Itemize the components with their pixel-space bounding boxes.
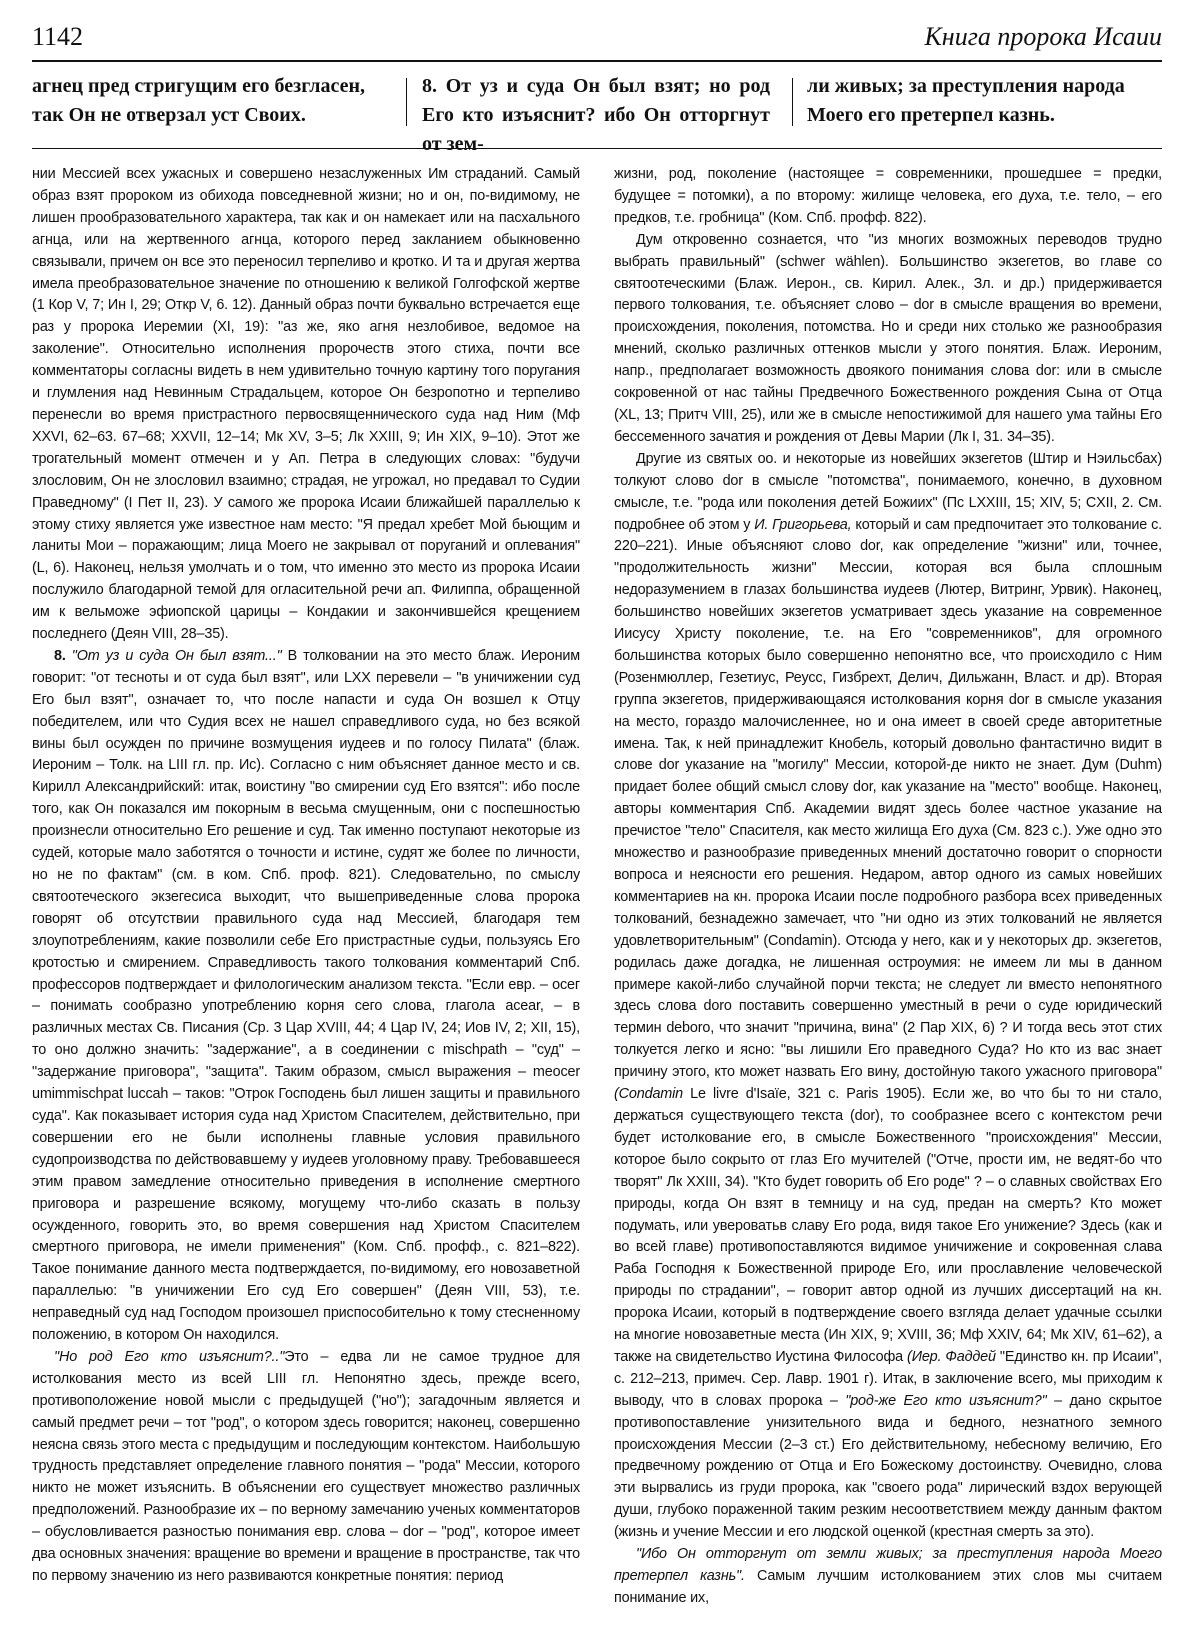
- paragraph: жизни, род, поколение (настоящее = современники, прошедшее = предки, будущее = потомки), а по второму: жилище человека, его духа, т.е. тело, – его предков, т.е. гробница" (Ком. Спб. профф. 822).: [614, 166, 1162, 226]
- scripture-verse-band: [32, 72, 1162, 155]
- paragraph-text: Le livre d'Isaïe, 321 c. Paris 1905). Если же, во что бы то ни стало, держаться существующего текста (dor), то сообразнее всего с контекстом речи будет истолкование его, в смысле Божественного "происхождения" Мессии, которое было сокрыто от глаз Его мучителей ("Отче, прости им, не ведят-бо что творят" Лк XXIII, 34). "Кто будет говорить об Его роде" ? – о славных свойствах Его природы, когда Он взят в темницу и на суд, предан на смерть? Кто может подумать, или увероватьв славу Его рода, видя такое Его унижение? Здесь (как и во всей главе) противопоставляются видимое уничижение и сокровенная слава Раба Господня к Божественной природе Его, или прославление человеческой природы по страдании", – говорит автор одной из лучших диссертаций на кн. пророка Исаии, который в подтверждение своего взгляда делает удачные ссылки на многие новозаветные места (Ин XIX, 9; XVIII, 36; Мф XXIV, 64; Мк XIV, 61–62), а также на свидетельство Иустина Философа: [614, 1086, 1162, 1365]
- paragraph-text: – дано скрытое противопоставление унизительного вида и бедного, незнатного земного происхождения Мессии (2–3 ст.) Его действительному, небесному величию, Его предвечному рождению от Отца и Его Божескому достоинству. Очевидно, слова эти вырвались из груди пророка, как "своего рода" лирический вздох верующей души, глубоко пораженной таким резким несоответствием между данным фактом (жизнь и учение Мессии и его людской оценкой (крестная смерть за это).: [614, 1392, 1162, 1541]
- header-rule: [32, 60, 1162, 62]
- verse-quote: "Но род Его кто изъяснит?..": [54, 1348, 285, 1365]
- paragraph: [614, 1544, 1162, 1609]
- paragraph-text: Самым лучшим истолкованием этих слов мы считаем понимание их,: [614, 1568, 1162, 1606]
- verse-text-column-3: ли живых; за преступления народа Моего его претерпел казнь.: [807, 75, 1125, 126]
- paragraph: [32, 1347, 580, 1588]
- book-title: Книга пророка Исаии: [924, 22, 1162, 51]
- verse-text-column-2: 8. От уз и суда Он был взят; но род Его кто изъяснит? ибо Он отторгнут от зем-: [422, 75, 770, 155]
- paragraph: [614, 449, 1162, 1544]
- verse-quote: "род-же Его кто изъяснит?": [845, 1392, 1047, 1409]
- paragraph: Дум откровенно сознается, что "из многих возможных переводов трудно выбрать правильный" (schwer wählen). Большинство экзегетов, во главе со святоотеческими (Блаж. Иерон., св. Кирил. Алек., Зл. и др.) придерживается первого толкования, т.е. объясняет слово – dor в смысле вращения во времени, происхождения, поколения, потомства. Но и среди них столько же разнообразия мнений, сколько различных оттенков мысли у этого понятия. Блаж. Иероним, напр., предполагает возможность двоякого понимания слова dor: или в смысле сокровенной от нас тайны Предвечного Божественного рождения Сына от Отца (XL, 13; Притч VIII, 25), или же в смысле непостижимой для нашего ума тайны Его бессеменного зачатия и рождения от Девы Марии (Лк I, 31. 34–35).: [614, 231, 1162, 445]
- paragraph-text: В толковании на это место блаж. Иероним говорит: "от тесноты и от суда был взят", или LXX перевели – "в уничижении суд Его был взят", означает то, что после напасти и суда Он возшел к Отцу победителем, или что Судия всех не нашел справедливого суда, но без всякой вины был осужден по причине возмущения иудеев и по голосу Пилата" (блаж. Иероним – Толк. на LIII гл. пр. Ис). Согласно с ним объясняет данное место и св. Кирилл Александрийский: итак, воистину "во смирении суд Его взятся": ибо после того, как Он показался им покорным в весьма смущенным, они с поспешностью произнесли относительно Его решение и суд. Так именно поступают некоторые из судей, которые мало заботятся о точности и истине, судят же более по личности, но не по фактам" (см. в ком. Спб. проф. 821). Следовательно, по смыслу святоотеческого экзегесиса выходит, что вышеприведенные слова пророка говорят об отсутствии правильного суда над Мессией, благодаря тем злоупотреблениям, какие позволили себе Его пристрастные судьи, пользуясь Его кротостью и смирением. Справедливость такого толкования комментарий Спб. профессоров подтверждает и филологическим анализом текста. "Если евр. – осег – понимать сообразно употреблению корня сего слова, глагола acear, – в различных местах Св. Писания (Ср. 3 Цар XVIII, 44; 4 Цар IV, 24; Иов IV, 2; XII, 15), то оно должно значить: "задержание", а в соединении с mischpath – "суд" – "задержание приговора", "защита". Таким образом, смысл выражения – meocer umimmischpat luccah – таков: "Отрок Господень был лишен защиты и правильного суда". Как показывает история суда над Христом Спасителем, действительно, при совершении его не были исполнены главные условия правильного судопроизводства по действовавшему у иудеев уголовному праву. Требовавшееся этим правом замедление относительно приведения в исполнение смертного приговора и разрешение всякому, могущему что-либо сказать в пользу осужденного, говорить это, во время совершения над Христом Спасителем смертного приговора, не имели применения" (Ком. Спб. профф., с. 821–822). Такое понимание данного места подтверждается, по-видимому, его новозаветной параллелью: "в уничижении Его суд Его совершен" (Деян VIII, 53), т.е. неправедный суд над Господом произошел приспособительно к тому стесненному положению, в котором Он находился.: [32, 647, 580, 1344]
- paragraph-text: который и сам предпочитает это толкование с. 220–221). Иные объясняют слово dor, как определение "жизни" или, точнее, "продолжительность жизни" Мессии, которая вся была сплошным недоразумением в глазах большинства иудеев (Лютер, Витринг, Урвик). Наконец, большинство новейших экзегетов усматривает здесь указание на современное Иисусу Христу поколение, т.е. на Его "современников", для огромного большинства которых было совершенно непонятно все, что происходило с Ним (Розенмюллер, Гезетиус, Реусс, Гизбрехт, Делич, Дильжанн, Власт. и др). Вторая группа экзегетов, придерживающаяся истолкования корня dor в смысле указания на место, гораздо малочисленнее, но и она имеет в своей среде авторитетные имена. Так, к ней принадлежит Кнобель, который довольно фантастично видит в слове dor указание на "могилу" Мессии, которой-де никто не знает. Дум (Duhm) придает более общий смысл слову dor, как указание на "место" вообще. Наконец, авторы комментария Спб. Академии видят здесь более частное указание на пречистое "тело" Спасителя, как место жилища Его духа (См. 823 с.). Уже одно это множество и разнообразие приведенных мнений достаточно говорит о спорности вопроса и неясности его решения. Недаром, автор одного из самых новейших комментариев на кн. пророка Исаии после подробного разбора всех приведенных толкований, безнадежно замечает, что "ни одно из этих толкований не является удовлетворительным" (Condamin). Отсюда у него, как и у некоторых др. экзегетов, родилась даже догадка, не лишенная остроумия: не имеем ли мы в данном примере какой-либо случайной порчи текста; не следует ли вместо непонятного здесь слова doro поставить совершенно уместный в речи о суде юридический термин debоrо, что значит "причина, вина" (2 Пар XIX, 6) ? И тогда весь этот стих толкуется легко и ясно: "вы лишили Его праведного Суда? Но кто из вас знает причину этого, кто может назвать Его вину, достойную такого ужасного приговора": [614, 516, 1162, 1081]
- paragraph-text: "Единство кн. пр Исаии", с. 212–213, примеч. Сер. Лавр. 1901 г). Итак, в заключение всего, мы приходим к выводу, что в словах пророка –: [614, 1348, 1162, 1409]
- commentary-column-left: [32, 164, 580, 1609]
- page: [32, 18, 1162, 1618]
- paragraph-text: Другие из святых оо. и некоторые из новейших экзегетов (Штир и Нэильсбах) толкуют слово dor в смысле "потомства", понимаемого, конечно, в духовном смысле, т.е. "рода или поколения детей Божиих" (Пс LXXIII, 15; XIV, 5; CXII, 2. См. подробнее об этом у: [614, 450, 1162, 533]
- paragraph: нии Мессией всех ужасных и совершено незаслуженных Им страданий. Самый образ взят пророком из обихода повседневной жизни; но и он, по-видимому, не лишен прообразовательного характера, так как и он намекает или на пасхального агнца, или на жертвенного агнца, которого перед закланием обыкновенно связывали, причем он все это переносил терпеливо и кротко. И та и другая жертва имела преобразовательное значение по отношению к великой Голгофской жертве (1 Кор V, 7; Ин I, 29; Откр V, 6. 12). Данный образ почти буквально встречается еще раз у пророка Иеремии (XI, 19): "аз же, яко агня незлобивое, ведомое на заколение". Относительно исполнения пророчеств этого стиха, почти все комментаторы согласны видеть в нем удивительно точную картину того поругания и глумления над Невинным Страдальцем, которое Он безропотно и терпеливо перенесли во время пристрастного первосвященнического суда над Ним (Мф XXVI, 62–63. 67–68; XXVII, 12–14; Мк XV, 3–5; Лк XXIII, 9; Ин XIX, 9–10). Этот же трогательный момент отмечен и у Ап. Петра в следующих словах: "будучи злословим, Он не злословил взаимно; страдая, не угрожал, но предавал то Судии Праведному" (I Пет II, 23). У самого же пророка Исаии ближайшей параллелью к этому стиху является уже известное нам место: "Я предал хребет Мой бьющим и ланиты Мои – поражающим; лица Моего не закрывал от поруганий и оплевания" (L, 6). Наконец, нельзя умолчать и о том, что именно это место из пророка Исаии послужило благодарной темой для огласительной речи ап. Филиппа, обращенной им к вельможе эфиопской царицы – Кондакии и закончившейся крещением последнего (Деян VIII, 28–35).: [32, 166, 580, 643]
- paragraph-text: Это – едва ли не самое трудное для истолкования место из всей LIII гл. Непонятно здесь, прежде всего, противоположение новой мысли с предыдущей ("но"); загадочным является и самый предмет речи – тот "род", о котором здесь говорится; наконец, совершенно неясна связь этого места с предыдущим и последующим контекстом. Наибольшую трудность представляет определение главного понятия – "рода" Мессии, которого никто не может изъяснить. В объяснении его существует множество различных предположений. Разнообразие их – по верному замечанию ученых комментаторов – обусловливается разностью понимания евр. слова – dor – "род", которое имеет два основных значения: вращение во времени и вращение в пространстве, так что по первому значению из него развиваются конкретные понятия: период: [32, 1348, 580, 1584]
- author-reference: (Иер. Фаддей: [907, 1348, 996, 1365]
- verse-quote: "Ибо Он отторгнут от земли живых; за преступления народа Моего претерпел казнь".: [614, 1546, 1162, 1584]
- author-reference: (Condamin: [614, 1086, 684, 1103]
- column-separator: [406, 78, 407, 126]
- paragraph: [32, 646, 580, 1347]
- running-head: [32, 18, 1162, 58]
- author-reference: И. Григорьева,: [754, 516, 852, 533]
- commentary-column-right: [614, 164, 1162, 1609]
- verse-band-rule: [32, 148, 1162, 149]
- column-separator: [792, 78, 793, 126]
- verse-quote: "От уз и суда Он был взят...": [71, 647, 282, 664]
- page-number: 1142: [32, 22, 84, 51]
- verse-number: 8.: [54, 647, 72, 664]
- verse-text-column-1: агнец пред стригущим его безгласен, так Он не отверзал уст Своих.: [32, 75, 366, 126]
